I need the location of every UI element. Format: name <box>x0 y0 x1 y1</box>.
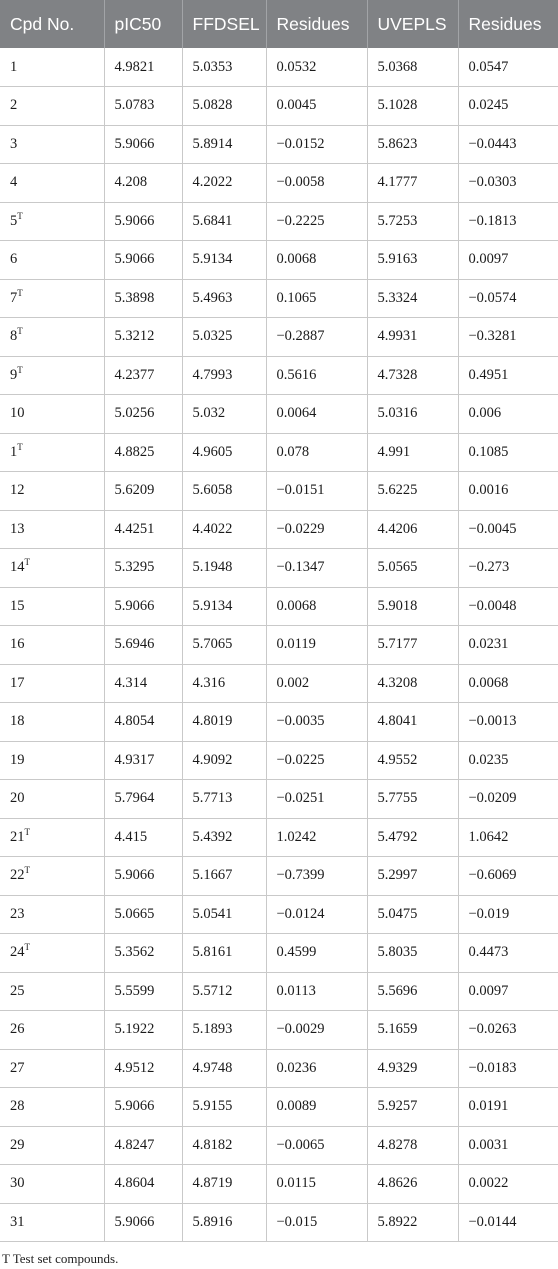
cell-residues-ffdsel: 0.1065 <box>266 279 367 318</box>
cpd-number: 14 <box>10 559 25 576</box>
test-set-marker: T <box>17 364 23 375</box>
cell-pic50: 4.8247 <box>104 1126 182 1165</box>
test-set-marker: T <box>17 210 23 221</box>
cell-cpd-no <box>0 780 104 819</box>
cell-cpd-no <box>0 1088 104 1127</box>
cell-cpd-no <box>0 626 104 665</box>
table-row <box>0 741 558 780</box>
cell-residues-ffdsel: 0.0236 <box>266 1049 367 1088</box>
cell-cpd-no <box>0 356 104 395</box>
cpd-number: 30 <box>10 1175 25 1192</box>
cell-pic50: 5.3562 <box>104 934 182 973</box>
cell-cpd-no <box>0 818 104 857</box>
cell-ffdsel: 5.4963 <box>182 279 266 318</box>
cell-ffdsel: 4.9605 <box>182 433 266 472</box>
cell-pic50: 4.314 <box>104 664 182 703</box>
cell-residues-uvepls: 0.0191 <box>458 1088 558 1127</box>
cpd-number: 9 <box>10 366 18 383</box>
cell-pic50: 4.208 <box>104 164 182 203</box>
cell-residues-uvepls: −0.3281 <box>458 318 558 357</box>
cell-ffdsel: 4.8719 <box>182 1165 266 1204</box>
cpd-number: 10 <box>10 405 25 422</box>
cell-pic50: 4.9821 <box>104 48 182 87</box>
cpd-number: 26 <box>10 1021 25 1038</box>
cell-ffdsel: 5.4392 <box>182 818 266 857</box>
table-row <box>0 48 558 87</box>
test-set-marker: T <box>24 865 30 876</box>
test-set-marker: T <box>17 326 23 337</box>
cell-ffdsel: 5.1667 <box>182 857 266 896</box>
cell-residues-uvepls: −0.0263 <box>458 1011 558 1050</box>
cell-cpd-no <box>0 934 104 973</box>
cell-pic50: 4.8054 <box>104 703 182 742</box>
cell-residues-ffdsel: 1.0242 <box>266 818 367 857</box>
cell-ffdsel: 5.8914 <box>182 125 266 164</box>
cell-cpd-no <box>0 125 104 164</box>
cell-residues-uvepls: 0.0235 <box>458 741 558 780</box>
header-residues-ffdsel: Residues <box>266 0 367 48</box>
table-row <box>0 857 558 896</box>
cell-residues-ffdsel: 0.0119 <box>266 626 367 665</box>
cpd-number: 31 <box>10 1213 25 1230</box>
cpd-number: 7 <box>10 289 18 306</box>
cell-cpd-no <box>0 549 104 588</box>
cell-ffdsel: 5.0828 <box>182 87 266 126</box>
cell-pic50: 4.415 <box>104 818 182 857</box>
cell-residues-uvepls: −0.273 <box>458 549 558 588</box>
cpd-number: 6 <box>10 251 18 268</box>
table-row <box>0 318 558 357</box>
cell-residues-ffdsel: 0.0068 <box>266 587 367 626</box>
cell-ffdsel: 5.9134 <box>182 587 266 626</box>
table-row <box>0 780 558 819</box>
cell-residues-uvepls: 0.4473 <box>458 934 558 973</box>
cell-pic50: 5.9066 <box>104 241 182 280</box>
table-row <box>0 1165 558 1204</box>
cell-residues-ffdsel: −0.0029 <box>266 1011 367 1050</box>
cell-ffdsel: 5.1948 <box>182 549 266 588</box>
header-ffdsel: FFDSEL <box>182 0 266 48</box>
cell-residues-ffdsel: 0.0113 <box>266 972 367 1011</box>
cell-uvepls: 4.9552 <box>367 741 458 780</box>
cell-residues-uvepls: −0.1813 <box>458 202 558 241</box>
cell-ffdsel: 5.0325 <box>182 318 266 357</box>
table-header <box>0 0 558 48</box>
cell-uvepls: 5.6225 <box>367 472 458 511</box>
cell-pic50: 5.9066 <box>104 1088 182 1127</box>
cell-residues-ffdsel: −0.0035 <box>266 703 367 742</box>
header-residues-uvepls: Residues <box>458 0 558 48</box>
cell-residues-ffdsel: 0.5616 <box>266 356 367 395</box>
cell-uvepls: 5.5696 <box>367 972 458 1011</box>
cell-pic50: 5.9066 <box>104 587 182 626</box>
cell-cpd-no <box>0 1011 104 1050</box>
table-row <box>0 895 558 934</box>
cpd-number: 15 <box>10 597 25 614</box>
cpd-number: 22 <box>10 867 25 884</box>
table-row <box>0 703 558 742</box>
cell-uvepls: 5.8035 <box>367 934 458 973</box>
cpd-number: 12 <box>10 482 25 499</box>
table-row <box>0 125 558 164</box>
cell-pic50: 5.9066 <box>104 202 182 241</box>
cell-uvepls: 5.1028 <box>367 87 458 126</box>
cell-residues-ffdsel: −0.0065 <box>266 1126 367 1165</box>
cell-residues-ffdsel: −0.0251 <box>266 780 367 819</box>
cell-cpd-no <box>0 1126 104 1165</box>
table-row <box>0 934 558 973</box>
cell-cpd-no <box>0 510 104 549</box>
cpd-number: 27 <box>10 1059 25 1076</box>
cell-cpd-no <box>0 972 104 1011</box>
cpd-number: 1 <box>10 58 18 75</box>
cell-residues-uvepls: 0.006 <box>458 395 558 434</box>
cpd-number: 2 <box>10 97 18 114</box>
cell-residues-ffdsel: −0.0124 <box>266 895 367 934</box>
cell-residues-ffdsel: −0.1347 <box>266 549 367 588</box>
cell-residues-ffdsel: −0.0058 <box>266 164 367 203</box>
cell-pic50: 4.9317 <box>104 741 182 780</box>
cpd-number: 21 <box>10 828 25 845</box>
cell-pic50: 4.8825 <box>104 433 182 472</box>
cell-ffdsel: 5.8916 <box>182 1203 266 1242</box>
table-row <box>0 472 558 511</box>
cell-uvepls: 5.9163 <box>367 241 458 280</box>
cell-residues-ffdsel: −0.0152 <box>266 125 367 164</box>
cell-ffdsel: 4.8019 <box>182 703 266 742</box>
table-row <box>0 1011 558 1050</box>
header-cpd-no: Cpd No. <box>10 13 75 34</box>
cell-residues-uvepls: 0.0068 <box>458 664 558 703</box>
cell-residues-uvepls: 0.0031 <box>458 1126 558 1165</box>
table-row <box>0 664 558 703</box>
cell-residues-uvepls: 0.1085 <box>458 433 558 472</box>
cell-ffdsel: 5.5712 <box>182 972 266 1011</box>
table-row <box>0 818 558 857</box>
cell-residues-uvepls: −0.0013 <box>458 703 558 742</box>
cpd-number: 29 <box>10 1136 25 1153</box>
cell-residues-ffdsel: 0.4599 <box>266 934 367 973</box>
cell-residues-ffdsel: 0.0045 <box>266 87 367 126</box>
cell-pic50: 5.3898 <box>104 279 182 318</box>
cell-pic50: 5.0256 <box>104 395 182 434</box>
cell-pic50: 5.6209 <box>104 472 182 511</box>
cell-pic50: 4.9512 <box>104 1049 182 1088</box>
cell-cpd-no <box>0 587 104 626</box>
cell-residues-ffdsel: 0.0068 <box>266 241 367 280</box>
cell-residues-uvepls: 0.0022 <box>458 1165 558 1204</box>
cell-ffdsel: 4.2022 <box>182 164 266 203</box>
cell-uvepls: 4.9931 <box>367 318 458 357</box>
cell-pic50: 5.1922 <box>104 1011 182 1050</box>
cell-pic50: 5.9066 <box>104 125 182 164</box>
cell-ffdsel: 4.316 <box>182 664 266 703</box>
table-row <box>0 972 558 1011</box>
cpd-number: 25 <box>10 982 25 999</box>
cpd-number: 20 <box>10 790 25 807</box>
cell-uvepls: 5.0316 <box>367 395 458 434</box>
cell-cpd-no <box>0 472 104 511</box>
cell-residues-ffdsel: −0.0229 <box>266 510 367 549</box>
cell-residues-uvepls: −0.0183 <box>458 1049 558 1088</box>
table-row <box>0 587 558 626</box>
table-row <box>0 356 558 395</box>
cell-residues-ffdsel: 0.0532 <box>266 48 367 87</box>
cell-residues-uvepls: 0.0097 <box>458 972 558 1011</box>
cell-cpd-no <box>0 1049 104 1088</box>
cell-uvepls: 5.2997 <box>367 857 458 896</box>
cell-ffdsel: 4.9092 <box>182 741 266 780</box>
cpd-number: 4 <box>10 174 18 191</box>
cell-cpd-no <box>0 1165 104 1204</box>
cell-ffdsel: 5.1893 <box>182 1011 266 1050</box>
cell-ffdsel: 5.7065 <box>182 626 266 665</box>
cell-uvepls: 4.8626 <box>367 1165 458 1204</box>
cell-uvepls: 5.0368 <box>367 48 458 87</box>
table-row <box>0 433 558 472</box>
cell-residues-uvepls: −0.0443 <box>458 125 558 164</box>
cell-residues-uvepls: 0.0016 <box>458 472 558 511</box>
cell-residues-ffdsel: 0.0115 <box>266 1165 367 1204</box>
cell-residues-uvepls: 0.0097 <box>458 241 558 280</box>
table-row <box>0 510 558 549</box>
cell-ffdsel: 5.0541 <box>182 895 266 934</box>
cpd-number: 5 <box>10 212 18 229</box>
cell-uvepls: 5.9257 <box>367 1088 458 1127</box>
cell-uvepls: 5.7253 <box>367 202 458 241</box>
cpd-number: 8 <box>10 328 18 345</box>
cell-cpd-no <box>0 241 104 280</box>
table-row <box>0 1088 558 1127</box>
cell-residues-ffdsel: 0.0089 <box>266 1088 367 1127</box>
table-row <box>0 279 558 318</box>
cell-cpd-no <box>0 857 104 896</box>
table-row <box>0 202 558 241</box>
cell-cpd-no <box>0 48 104 87</box>
cell-uvepls: 5.1659 <box>367 1011 458 1050</box>
cell-residues-uvepls: −0.0144 <box>458 1203 558 1242</box>
cpd-number: 19 <box>10 751 25 768</box>
cell-residues-ffdsel: −0.2887 <box>266 318 367 357</box>
cell-residues-ffdsel: −0.0225 <box>266 741 367 780</box>
cpd-number: 24 <box>10 944 25 961</box>
cell-uvepls: 5.0475 <box>367 895 458 934</box>
header-row <box>0 0 558 48</box>
cell-cpd-no <box>0 895 104 934</box>
cell-cpd-no <box>0 1203 104 1242</box>
cpd-number: 3 <box>10 135 18 152</box>
table-row <box>0 1126 558 1165</box>
cpd-number: 13 <box>10 520 25 537</box>
cell-residues-uvepls: 0.0547 <box>458 48 558 87</box>
table-row <box>0 1203 558 1242</box>
cpd-number: 17 <box>10 674 25 691</box>
cell-ffdsel: 5.9134 <box>182 241 266 280</box>
cell-uvepls: 4.991 <box>367 433 458 472</box>
cell-residues-ffdsel: 0.078 <box>266 433 367 472</box>
cell-cpd-no <box>0 433 104 472</box>
cpd-number: 23 <box>10 905 25 922</box>
cell-residues-uvepls: −0.0209 <box>458 780 558 819</box>
cpd-number: 28 <box>10 1098 25 1115</box>
cell-pic50: 5.5599 <box>104 972 182 1011</box>
cell-uvepls: 5.3324 <box>367 279 458 318</box>
cell-residues-uvepls: −0.0045 <box>458 510 558 549</box>
cell-uvepls: 4.1777 <box>367 164 458 203</box>
header-pic50: pIC50 <box>104 0 182 48</box>
cell-cpd-no <box>0 395 104 434</box>
table-row <box>0 87 558 126</box>
cell-residues-ffdsel: −0.0151 <box>266 472 367 511</box>
cell-ffdsel: 4.7993 <box>182 356 266 395</box>
cell-cpd-no <box>0 87 104 126</box>
cell-ffdsel: 4.4022 <box>182 510 266 549</box>
cell-residues-uvepls: 0.0245 <box>458 87 558 126</box>
cell-ffdsel: 5.7713 <box>182 780 266 819</box>
cell-ffdsel: 5.9155 <box>182 1088 266 1127</box>
cell-cpd-no <box>0 164 104 203</box>
cell-uvepls: 4.7328 <box>367 356 458 395</box>
cell-pic50: 5.9066 <box>104 857 182 896</box>
test-set-marker: T <box>24 942 30 953</box>
cell-uvepls: 4.8041 <box>367 703 458 742</box>
cell-residues-ffdsel: 0.0064 <box>266 395 367 434</box>
cell-pic50: 4.8604 <box>104 1165 182 1204</box>
cell-residues-uvepls: −0.6069 <box>458 857 558 896</box>
cell-ffdsel: 5.032 <box>182 395 266 434</box>
cell-residues-uvepls: −0.019 <box>458 895 558 934</box>
cell-cpd-no <box>0 318 104 357</box>
header-uvepls: UVEPLS <box>367 0 458 48</box>
cell-ffdsel: 4.8182 <box>182 1126 266 1165</box>
cell-pic50: 4.4251 <box>104 510 182 549</box>
cpd-number: 16 <box>10 636 25 653</box>
cell-pic50: 5.3212 <box>104 318 182 357</box>
table-row <box>0 626 558 665</box>
cell-ffdsel: 4.9748 <box>182 1049 266 1088</box>
test-set-marker: T <box>17 441 23 452</box>
table-row <box>0 395 558 434</box>
cell-residues-ffdsel: −0.7399 <box>266 857 367 896</box>
footnote: T Test set compounds. <box>2 1251 119 1266</box>
table-row <box>0 164 558 203</box>
cell-residues-uvepls: 0.4951 <box>458 356 558 395</box>
cell-uvepls: 4.9329 <box>367 1049 458 1088</box>
cell-uvepls: 5.4792 <box>367 818 458 857</box>
cell-cpd-no <box>0 741 104 780</box>
cell-ffdsel: 5.6058 <box>182 472 266 511</box>
cell-residues-uvepls: −0.0303 <box>458 164 558 203</box>
cell-pic50: 5.3295 <box>104 549 182 588</box>
cell-ffdsel: 5.6841 <box>182 202 266 241</box>
cell-uvepls: 5.0565 <box>367 549 458 588</box>
cell-uvepls: 5.7755 <box>367 780 458 819</box>
cell-uvepls: 5.9018 <box>367 587 458 626</box>
cpd-number: 1 <box>10 443 18 460</box>
table-body <box>0 48 558 1242</box>
cell-residues-uvepls: 1.0642 <box>458 818 558 857</box>
cell-uvepls: 5.8922 <box>367 1203 458 1242</box>
cell-residues-uvepls: −0.0048 <box>458 587 558 626</box>
cell-pic50: 4.2377 <box>104 356 182 395</box>
cell-pic50: 5.6946 <box>104 626 182 665</box>
test-set-marker: T <box>24 557 30 568</box>
cell-residues-uvepls: −0.0574 <box>458 279 558 318</box>
cell-pic50: 5.7964 <box>104 780 182 819</box>
cell-cpd-no <box>0 202 104 241</box>
cell-ffdsel: 5.8161 <box>182 934 266 973</box>
table-row <box>0 1049 558 1088</box>
cell-residues-uvepls: 0.0231 <box>458 626 558 665</box>
cell-residues-ffdsel: −0.015 <box>266 1203 367 1242</box>
cell-uvepls: 4.3208 <box>367 664 458 703</box>
cell-pic50: 5.9066 <box>104 1203 182 1242</box>
cell-ffdsel: 5.0353 <box>182 48 266 87</box>
cell-cpd-no <box>0 703 104 742</box>
table-row <box>0 549 558 588</box>
test-set-marker: T <box>17 287 23 298</box>
cpd-number: 18 <box>10 713 25 730</box>
cell-cpd-no <box>0 664 104 703</box>
test-set-marker: T <box>24 826 30 837</box>
cell-uvepls: 5.7177 <box>367 626 458 665</box>
cell-pic50: 5.0665 <box>104 895 182 934</box>
cell-residues-ffdsel: 0.002 <box>266 664 367 703</box>
cell-cpd-no <box>0 279 104 318</box>
cell-uvepls: 4.8278 <box>367 1126 458 1165</box>
cell-uvepls: 5.8623 <box>367 125 458 164</box>
cell-uvepls: 4.4206 <box>367 510 458 549</box>
cell-residues-ffdsel: −0.2225 <box>266 202 367 241</box>
cell-pic50: 5.0783 <box>104 87 182 126</box>
table-row <box>0 241 558 280</box>
